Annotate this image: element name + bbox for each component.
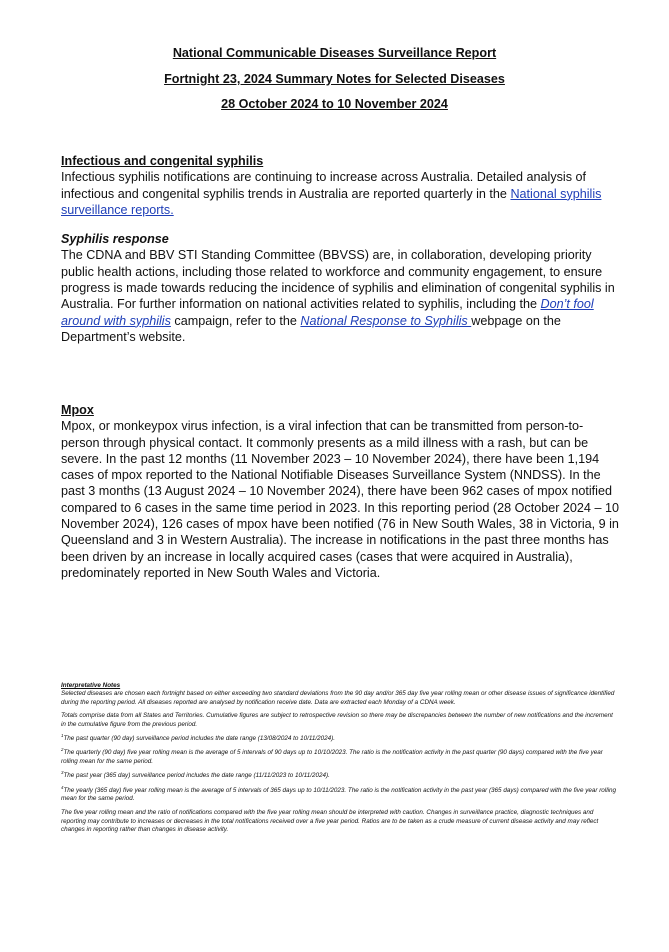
syphilis-reports-link[interactable]: National syphilis surveillance reports. (61, 186, 602, 217)
notes-paragraph-3 (61, 732, 617, 743)
syphilis-text: Infectious syphilis notifications are continuing to increase across Australia. Detailed analysis of infectious and congenital syphilis trends in Australia are reported quarterly in the (61, 170, 587, 201)
mpox-section (61, 402, 621, 581)
syphilis-paragraph (61, 169, 621, 218)
notes-paragraph-2: Totals comprise data from all States and Territories. Cumulative figures are subject to retrospective revision so there may be discrepancies between the number of new notifications and the increment in the cumulative figure from the previous period. (61, 712, 613, 728)
report-subtitle: Fortnight 23, 2024 Summary Notes for Selected Diseases (164, 72, 505, 86)
syphilis-response-heading: Syphilis response (61, 232, 169, 247)
national-response-link[interactable]: National Response to Syphilis (300, 313, 472, 328)
response-text-post: webpage on the Department’s website. (61, 313, 561, 344)
footnote-marker-3: 3 (61, 770, 64, 776)
mpox-heading: Mpox (61, 403, 94, 417)
notes-paragraph-4 (61, 749, 617, 766)
notes-heading: Interpretative Notes (61, 682, 121, 689)
notes-paragraph-5 (61, 772, 617, 780)
report-date-range: 28 October 2024 to 10 November 2024 (221, 97, 448, 111)
syphilis-section (61, 153, 621, 345)
notes-text-3: The past quarter (90 day) surveillance period includes the date range (13/08/2024 to 10/11/2024). (63, 735, 335, 743)
interpretative-notes (61, 682, 617, 841)
notes-text-4: The quarterly (90 day) five year rolling mean is the average of 5 intervals of 90 days up to 10/10/2023. The ratio is the notification activity in the past quarter (90 days) compared with the five year rolling mean for the same period. (61, 749, 603, 765)
notes-paragraph-7: The five year rolling mean and the ratio of notifications compared with the five year rolling mean should be interpreted with caution. Changes in surveillance practice, diagnostic techniques and reporting may contribute to increases or decreases in the total notifications received over a five year period. Ratios are to be taken as a crude measure of current disease activity and may reflect changes in reporting rather than changes in disease activity. (61, 809, 599, 834)
syphilis-heading: Infectious and congenital syphilis (61, 154, 264, 168)
dont-fool-around-link[interactable]: Don’t fool around with syphilis (61, 297, 594, 328)
syphilis-response-paragraph (61, 247, 621, 345)
notes-text-5: The past year (365 day) surveillance period includes the date range (11/11/2023 to 10/11/2024). (63, 772, 330, 780)
notes-paragraph-6 (61, 784, 617, 804)
notes-paragraph-1: Selected diseases are chosen each fortnight based on either exceeding two standard deviations from the 90 day and/or 365 day five year rolling mean or other disease issues of significance identified during the reporting period. All diseases reported are analysed by notification receive date. Data are extracted each Monday of a CDNA week. (61, 690, 615, 706)
footnote-marker-4: 4 (61, 784, 64, 790)
response-text-mid: campaign, refer to the (170, 313, 301, 328)
report-title: National Communicable Diseases Surveillance Report (172, 46, 497, 60)
notes-text-6: The yearly (365 day) five year rolling mean is the average of 5 intervals of 365 days up to 10/11/2023. The ratio is the notification activity in the past year (365 days) compared with the five year rolling mean for the same period. (61, 786, 617, 803)
footnote-marker-1: 1 (61, 732, 64, 738)
footnote-marker-2: 2 (61, 747, 64, 753)
mpox-paragraph: Mpox, or monkeypox virus infection, is a viral infection that can be transmitted from person-to-person through physical contact. It commonly presents as a mild illness with a rash, but can be severe. In the past 12 months (11 November 2023 – 10 November 2024), there have been 1,194 cases of mpox reported to the National Notifiable Diseases Surveillance System (NNDSS). In the past 3 months (13 August 2024 – 10 November 2024), there have been 962 cases of mpox notified compared to 6 cases in the same time period in 2023. In this reporting period (28 October 2024 – 10 November 2024), 126 cases of mpox have been notified (76 in New South Wales, 38 in Victoria, 9 in Queensland and 3 in Western Australia). The increase in notifications in the past three months has been driven by an increase in locally acquired cases (cases that were acquired in Australia), predominately reported in New South Wales and Victoria. (61, 419, 619, 580)
response-text-pre: The CDNA and BBV STI Standing Committee (BBVSS) are, in collaboration, developing priority public health actions, including those related to workforce and community engagement, to ensure progress is made towards reducing the incidence of syphilis and elimination of congenital syphilis in Australia. For further information on national activities related to syphilis, including the (61, 248, 615, 312)
